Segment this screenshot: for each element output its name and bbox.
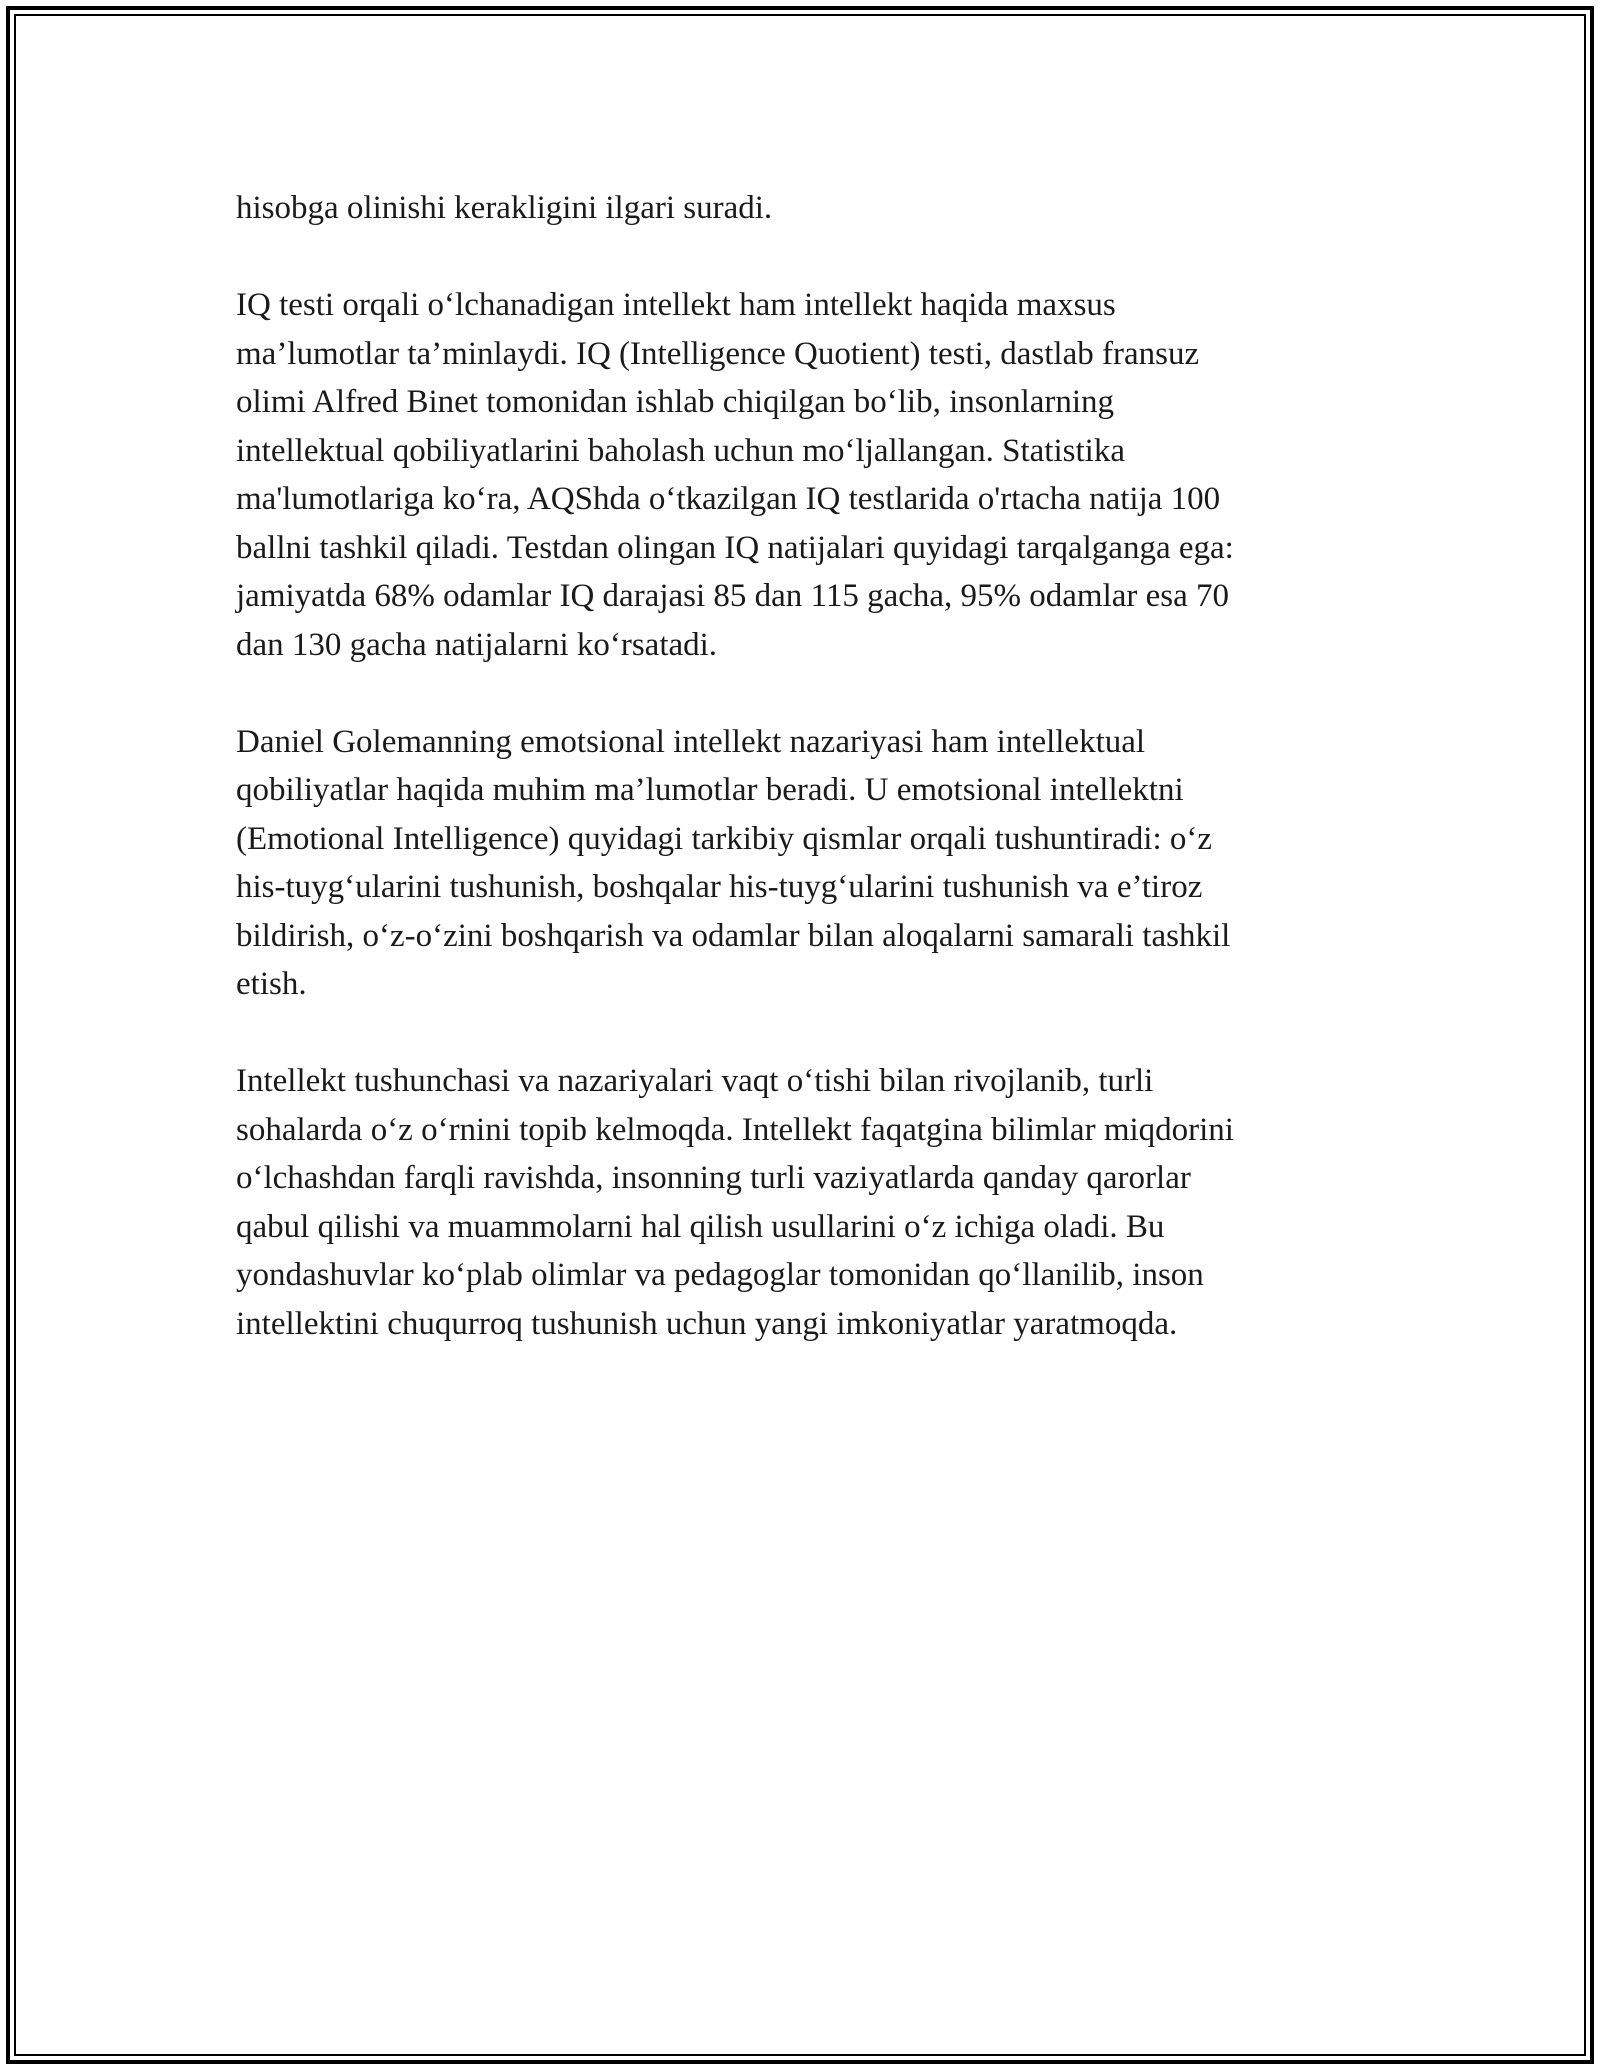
text-line: (Emotional Intelligence) quyidagi tarkibiy qismlar orqali tushuntiradi: o‘z (236, 820, 1212, 857)
text-line: intellektini chuqurroq tushunish uchun yangi imkoniyatlar yaratmoqda. (236, 1305, 1178, 1342)
text-line: o‘lchashdan farqli ravishda, insonning turli vaziyatlarda qanday qarorlar (236, 1160, 1191, 1196)
text-line: dan 130 gacha natijalarni ko‘rsatadi. (236, 626, 718, 663)
text-line: IQ testi orqali o‘lchanadigan intellekt ham intellekt haqida maxsus (236, 287, 1116, 323)
text-line: qabul qilishi va muammolarni hal qilish usullarini o‘z ichiga oladi. Bu (236, 1208, 1165, 1245)
text-line: intellektual qobiliyatlarini baholash uchun mo‘ljallangan. Statistika (236, 432, 1125, 469)
text-line: his-tuyg‘ularini tushunish, boshqalar his-tuyg‘ularini tushunish va e’tiroz (236, 869, 1203, 905)
text-line: Intellekt tushunchasi va nazariyalari vaqt o‘tishi bilan rivojlanib, turli (236, 1063, 1154, 1099)
paragraph (236, 718, 1376, 1009)
paragraph (236, 1057, 1376, 1348)
text-line: ma'lumotlariga ko‘ra, AQShda o‘tkazilgan IQ testlarida o'rtacha natija 100 (236, 481, 1221, 517)
text-line: hisobga olinishi kerakligini ilgari suradi. (236, 190, 773, 226)
text-line: bildirish, o‘z-o‘zini boshqarish va odamlar bilan aloqalarni samarali tashkil (236, 917, 1231, 954)
text-line: jamiyatda 68% odamlar IQ darajasi 85 dan 115 gacha, 95% odamlar esa 70 (236, 578, 1230, 614)
text-line: etish. (236, 966, 307, 1002)
text-line: olimi Alfred Binet tomonidan ishlab chiqilgan bo‘lib, insonlarning (236, 384, 1115, 420)
text-line: yondashuvlar ko‘plab olimlar va pedagoglar tomonidan qo‘llanilib, inson (236, 1257, 1204, 1293)
paragraph (236, 184, 1376, 233)
text-line: ma’lumotlar ta’minlaydi. IQ (Intelligence Quotient) testi, dastlab fransuz (236, 335, 1200, 372)
paragraph (236, 281, 1376, 669)
document-body (236, 184, 1376, 1397)
text-line: sohalarda o‘z o‘rnini topib kelmoqda. Intellekt faqatgina bilimlar miqdorini (236, 1111, 1234, 1148)
text-line: qobiliyatlar haqida muhim ma’lumotlar beradi. U emotsional intellektni (236, 772, 1184, 808)
text-line: ballni tashkil qiladi. Testdan olingan IQ natijalari quyidagi tarqalganga ega: (236, 529, 1234, 566)
text-line: Daniel Golemanning emotsional intellekt nazariyasi ham intellektual (236, 723, 1146, 760)
